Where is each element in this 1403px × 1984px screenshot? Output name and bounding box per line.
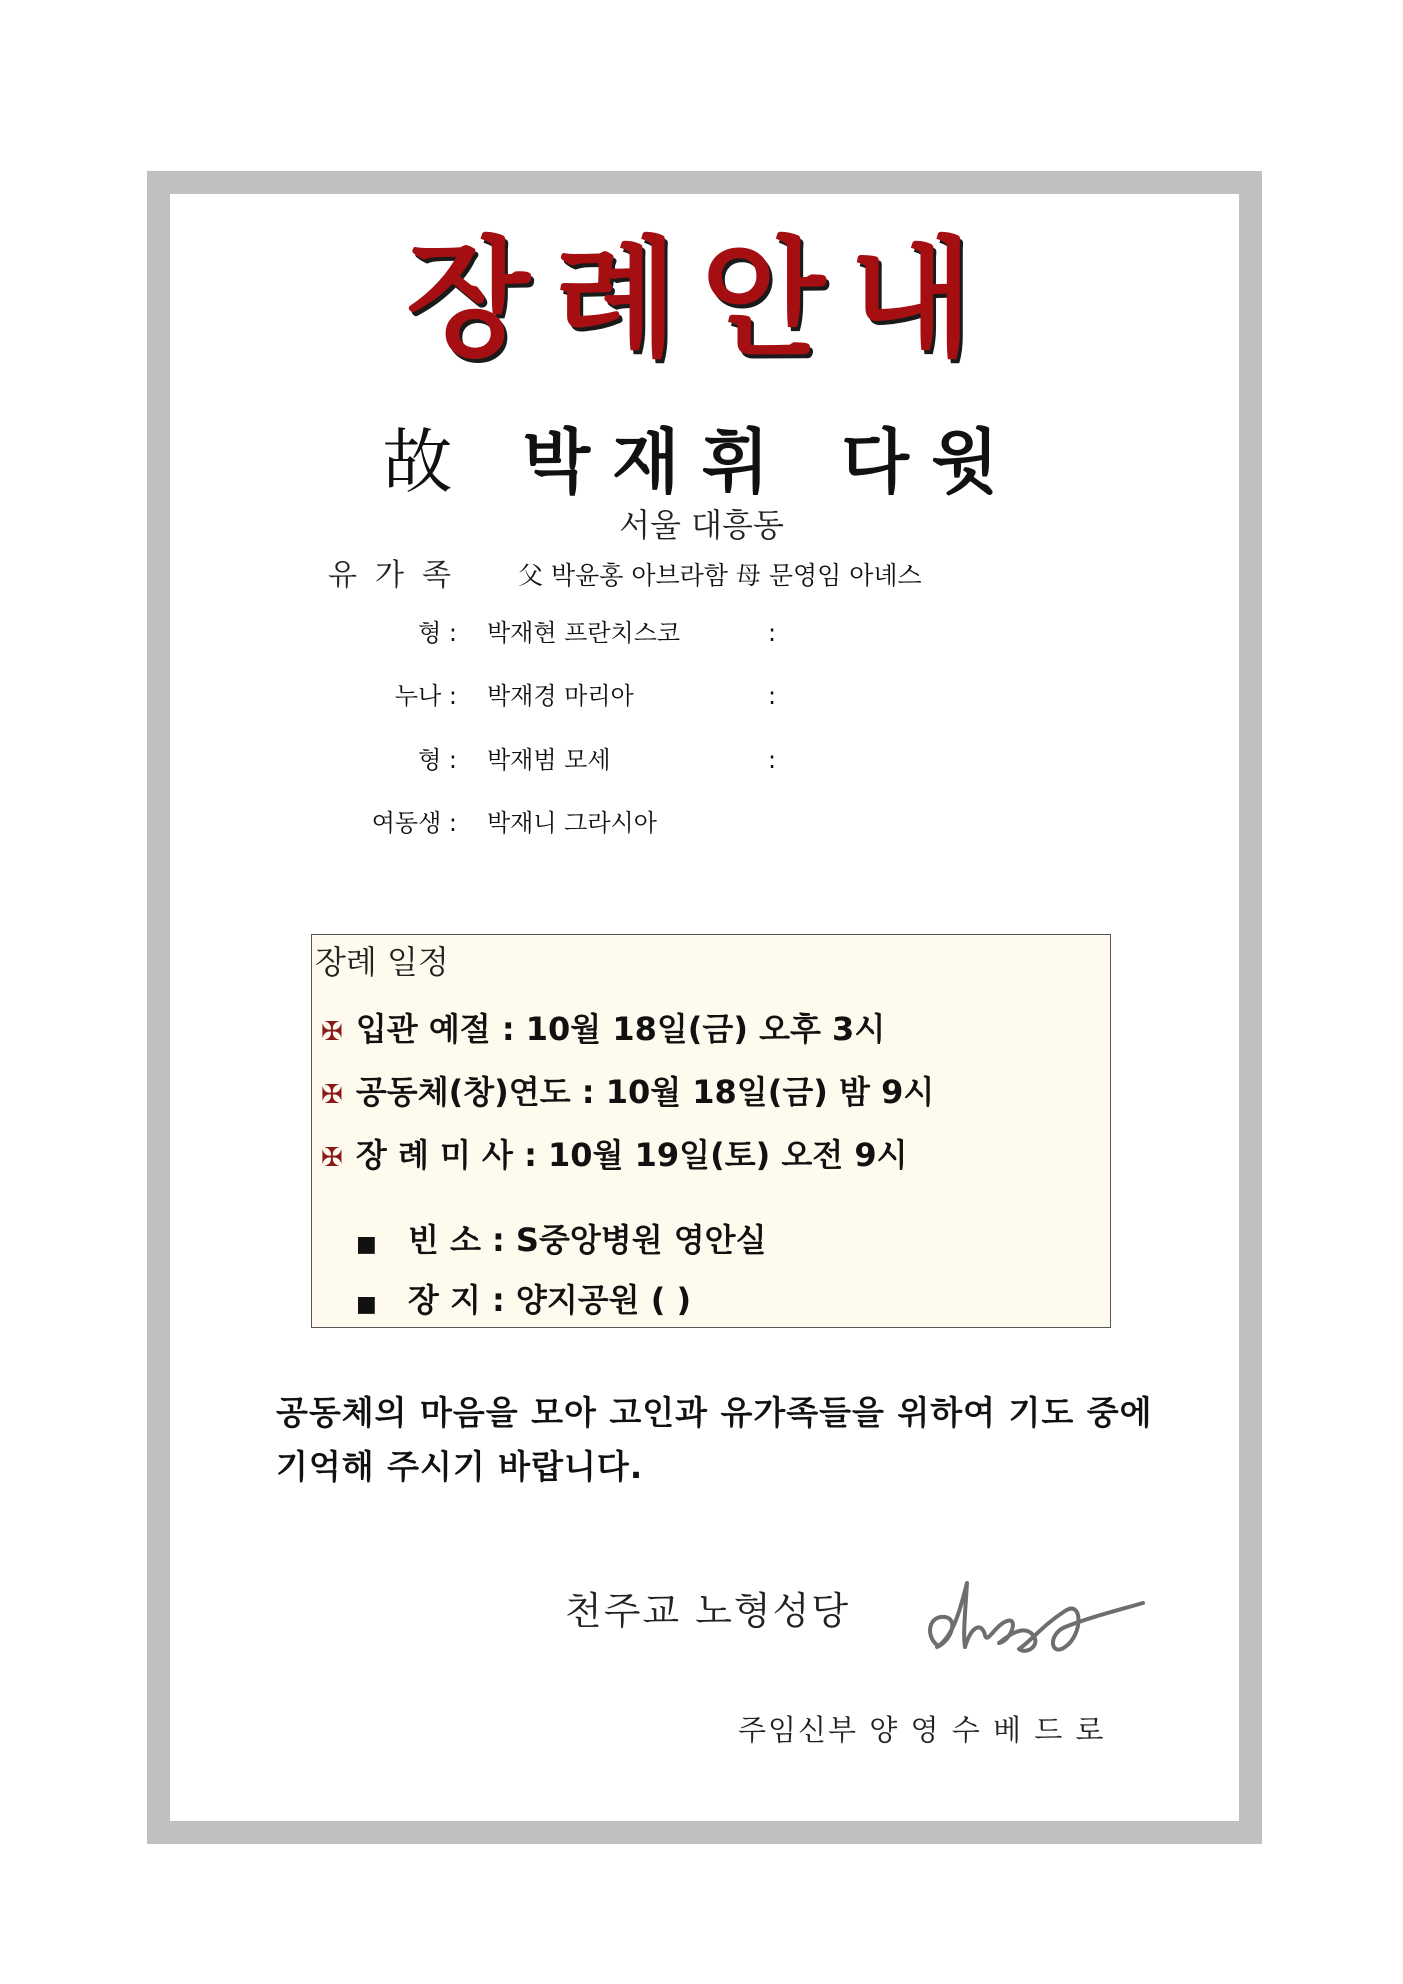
schedule-item [321,1070,934,1114]
family-colon: : [768,682,777,710]
parish-location: 서울 대흥동 [619,506,784,544]
family-member-name: 박재니 그라시아 [487,809,657,837]
family-relation: 여동생 : [371,809,457,837]
deceased-name-line [0,420,1403,504]
schedule-heading: 장례 일정 [315,943,449,981]
signature-image [915,1575,1150,1665]
schedule-item-text: 장 례 미 사 : 10월 19일(토) 오전 9시 [355,1136,908,1174]
schedule-item [321,1133,908,1177]
place-item-text: 빈 소 : S중앙병원 영안실 [407,1221,767,1259]
deceased-name: 박재휘 [522,421,792,503]
family-relation: 누나 : [394,682,457,710]
message-line-1: 공동체의 마음을 모아 고인과 유가족들을 위하여 기도 중에 [276,1393,1153,1432]
cross-icon: ✠ [321,1143,343,1173]
schedule-item [321,1007,885,1051]
place-item [356,1218,767,1262]
place-item [356,1278,691,1322]
schedule-box [311,934,1111,1328]
family-member-name: 박재현 프란치스코 [487,619,681,647]
church-name: 천주교 노형성당 [565,1589,851,1633]
family-colon: : [768,619,777,647]
cross-icon: ✠ [321,1080,343,1110]
family-relation: 형 : [418,619,457,647]
bullet-icon: ■ [356,1292,377,1317]
schedule-item-text: 입관 예절 : 10월 18일(금) 오후 3시 [355,1010,886,1048]
pastor-signature-line: 주임신부 양 영 수 베 드 로 [738,1713,1106,1747]
family-colon: : [768,746,777,774]
deceased-prefix: 故 [382,421,453,503]
message-line-2: 기억해 주시기 바랍니다. [276,1447,644,1486]
cross-icon: ✠ [321,1017,343,1047]
bullet-icon: ■ [356,1232,377,1257]
family-heading: 유가족 [328,558,469,593]
page-title: 장례안내 [406,225,997,374]
family-member-name: 박재범 모세 [487,746,611,774]
family-parents: 父 박윤홍 아브라함 母 문영임 아녜스 [518,561,922,590]
place-item-text: 장 지 : 양지공원 ( ) [407,1281,692,1319]
schedule-item-text: 공동체(창)연도 : 10월 18일(금) 밤 9시 [355,1073,935,1111]
deceased-baptismal-name: 다윗 [841,421,1021,503]
family-member-name: 박재경 마리아 [487,682,634,710]
family-relation: 형 : [418,746,457,774]
